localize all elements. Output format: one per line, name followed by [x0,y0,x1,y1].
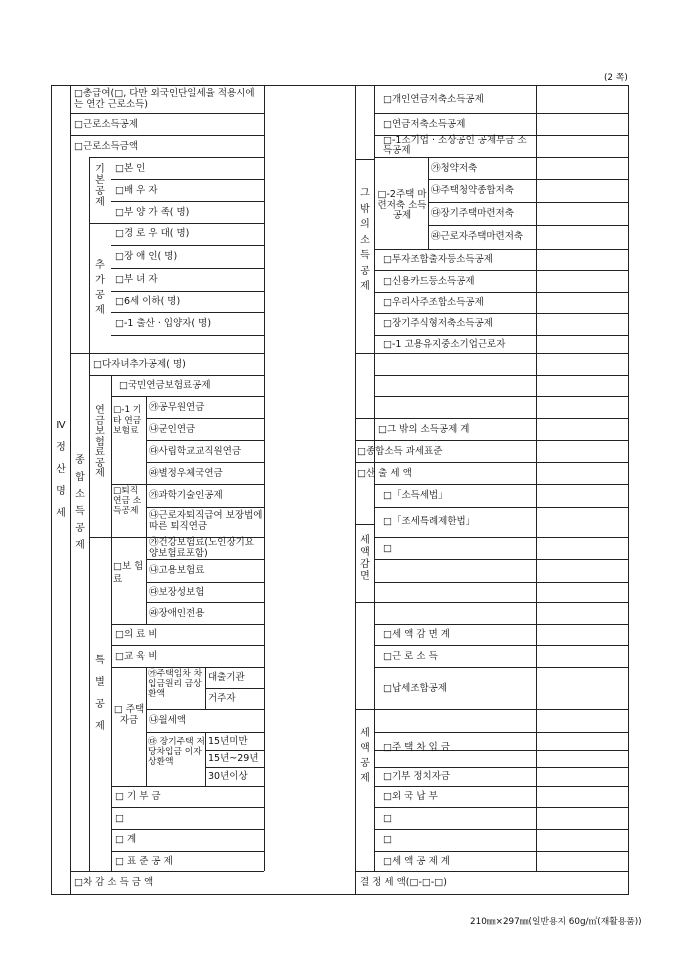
row-employment-insurance: ㉯고용보험료 [149,565,205,576]
row-dependents: □부 양 가 족( 명) [115,207,190,218]
row-earned-income-deduction: □근로소득공제 [74,119,139,130]
group-basic-deduction: 기 본 공 제 [95,164,105,208]
row-investment: □투자조합출자등소득공제 [383,254,493,265]
row-postal-pension: ㉱별정우체국연금 [149,468,223,479]
row-earned-income-amount: □근로소득금액 [74,141,139,152]
row-total-salary: □총급여(□, 다만 외국인단일세율 적용시에는 연간 근로소득) [74,88,255,110]
row-worker-retirement: ㉯근로자퇴직급여 보장법에 따른 퇴직연금 [149,510,263,532]
row-term-15-29: 15년~29년 [208,753,259,764]
row-subscription: ㉮청약저축 [431,163,478,174]
row-disabled-insurance: ㉱장애인전용 [149,608,205,619]
row-net-income: □차 감 소 득 금 액 [74,877,154,888]
group-additional-deduction: 추 가 공 제 [95,260,105,316]
row-retirement-pension: □퇴직연금 소득공제 [113,486,142,516]
section-label: Ⅳ 정 산 명 세 [56,420,66,519]
row-military-pension: ㉯군인연금 [149,424,196,435]
row-housing-lease: ㉮주택임차 차입금원리 금상환액 [148,669,203,699]
group-special-deduction: 특 별 공 제 [95,655,105,732]
row-self: □본 인 [115,163,146,174]
page-number: (2 쪽) [604,73,628,83]
row-small-business: □-1소기업 · 소상공인 공제부금 소득공제 [383,135,527,156]
group-other-deduction: 그 밖 의 소 득 공 제 [360,188,370,292]
row-senior: □경 로 우 대( 명) [115,228,190,239]
row-education: □교 육 비 [115,651,158,662]
row-insurance: □보 험 료 [113,561,144,585]
row-housing-loan: □주 택 차 입 금 [383,742,450,753]
row-pension-savings: □연금저축소득공제 [383,119,466,130]
row-earned-credit: □근 로 소 득 [383,651,438,662]
row-foreign-tax: □외 국 납 부 [383,791,438,802]
row-birth-adoption: □-1 출산 · 입양자( 명) [115,318,212,329]
row-science-pension: ㉮과학기술인공제 [149,490,223,501]
row-final-tax: 결 정 세 액(□-□-□) [360,877,447,888]
row-standard-deduction: □ 표 준 공 제 [115,856,173,867]
row-monthly-rent: ㉯월세액 [149,715,187,726]
row-sme-worker: □-1 고용유지중소기업근로자 [383,339,506,350]
row-term-under-15: 15년미만 [208,736,248,747]
group-tax-reduction: 세 액 감 면 [360,535,370,582]
row-credit-blank: □ [383,813,392,824]
row-spouse: □배 우 자 [115,185,158,196]
row-medical: □의 료 비 [115,629,158,640]
row-term-30-plus: 30년이상 [208,771,248,782]
row-special-total: □ 계 [115,834,137,845]
row-income-tax-act: □「소득세법」 [383,490,448,501]
row-political-donation: □기부 정치자금 [383,771,451,782]
row-long-term-stock: □장기주식형저축소득공제 [383,318,493,329]
row-guarantee-insurance: ㉰보장성보험 [149,587,205,598]
row-credit-blank-2: □ [383,834,392,845]
row-special-tax-act: □「조세특례제한법」 [383,516,476,527]
group-tax-credit: 세 액 공 제 [360,728,370,784]
row-mortgage-interest: ㉰ 장기주택 저당차입금 이자상환액 [148,737,205,767]
row-other-total: □그 밖의 소득공제 계 [378,424,470,435]
row-health-insurance: ㉮건강보험료(노인장기요양보험료포함) [149,537,254,559]
row-credit-total: □세 액 공 제 계 [383,856,450,867]
group-pension-deduction: 연금보험료공제 [95,405,105,479]
row-lender-resident: 거주자 [208,693,236,704]
row-calculated-tax: □산 출 세 액 [357,468,412,479]
row-reduction-blank: □ [383,543,392,554]
row-under6: □6세 이하( 명) [115,296,181,307]
row-lender-bank: 대출기관 [208,672,245,683]
row-worker-housing: ㉱근로자주택마련저축 [431,231,524,242]
group-comprehensive-deduction: 종 합 소 득 공 제 [75,455,85,551]
row-housing-fund: □ 주택 자금 [113,704,145,726]
paper-spec: 210㎜×297㎜(일반용지 60g/㎡(재활용품)) [470,917,642,927]
row-housing-subscription: ㉯주택청약종합저축 [431,185,514,196]
row-donation: □ 기 부 금 [115,791,161,802]
row-reduction-total: □세 액 감 면 계 [383,629,450,640]
row-other-pension: □-1 기타 연금보험료 [113,405,142,436]
row-personal-pension: □개인연금저축소득공제 [383,94,484,105]
row-credit-card: □신용카드등소득공제 [383,276,475,287]
row-gov-pension: ㉮공무원연금 [149,402,205,413]
row-union-credit: □납세조합공제 [383,683,448,694]
row-school-pension: ㉰사립학교교직원연금 [149,446,242,457]
row-tax-base: □종합소득 과세표준 [357,446,443,457]
row-multichild: □다자녀추가공제( 명) [93,359,186,370]
row-housing-savings: □-2주택 마련저축 소득공제 [377,189,427,221]
row-disabled: □장 애 인( 명) [115,251,178,262]
row-national-pension: □국민연금보험료공제 [119,380,211,391]
row-blank: □ [115,813,124,824]
row-long-term-housing: ㉰장기주택마련저축 [431,208,514,219]
row-esop: □우리사주조합소득공제 [383,297,484,308]
row-woman: □부 녀 자 [115,274,158,285]
